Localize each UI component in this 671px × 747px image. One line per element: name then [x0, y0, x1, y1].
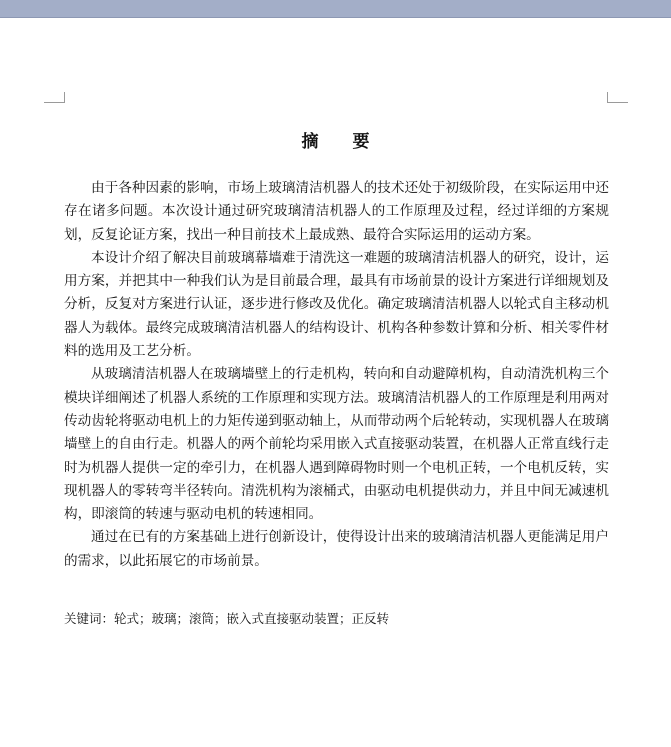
- window-top-bar: [0, 0, 671, 18]
- paragraph: 从玻璃清洁机器人在玻璃墙壁上的行走机构，转向和自动避障机构，自动清洗机构三个模块详细阐述了机器人系统的工作原理和实现方法。玻璃清洁机器人的工作原理是利用两对传动齿轮将驱动电机上的力矩传递到驱动轴上，从而带动两个后轮转动，实现机器人在玻璃墙壁上的自由行走。机器人的两个前轮均采用嵌入式直接驱动装置，在机器人正常直线行走时为机器人提供一定的牵引力，在机器人遇到障碍物时则一个电机正转，一个电机反转，实现机器人的零转弯半径转向。清洗机构为滚桶式，由驱动电机提供动力，并且中间无减速机构，即滚筒的转速与驱动电机的转速相同。: [64, 366, 609, 523]
- keywords-line: 关键词：轮式；玻璃；滚筒；嵌入式直接驱动装置；正反转: [64, 611, 390, 626]
- paragraph: 本设计介绍了解决目前玻璃幕墙难于清洗这一难题的玻璃清洁机器人的研究，设计，运用方案，并把其中一种我们认为是目前最合理，最具有市场前景的设计方案进行详细规划及分析，反复对方案进行认证，逐步进行修改及优化。确定玻璃清洁机器人以轮式自主移动机器人为载体。最终完成玻璃清洁机器人的结构设计、机构各种参数计算和分析、相关零件材料的选用及工艺分析。: [64, 249, 609, 360]
- abstract-body: [64, 177, 609, 573]
- margin-corner-mark-right: [607, 92, 628, 103]
- paragraph: 通过在已有的方案基础上进行创新设计，使得设计出来的玻璃清洁机器人更能满足用户的需求，以此拓展它的市场前景。: [64, 529, 609, 569]
- margin-corner-mark-left: [44, 92, 65, 103]
- paragraph: 由于各种因素的影响，市场上玻璃清洁机器人的技术还处于初级阶段，在实际运用中还存在诸多问题。本次设计通过研究玻璃清洁机器人的工作原理及过程，经过详细的方案规划，反复论证方案，找出一种目前技术上最成熟、最符合实际运用的运动方案。: [64, 180, 609, 243]
- page-title: 摘 要: [301, 132, 384, 152]
